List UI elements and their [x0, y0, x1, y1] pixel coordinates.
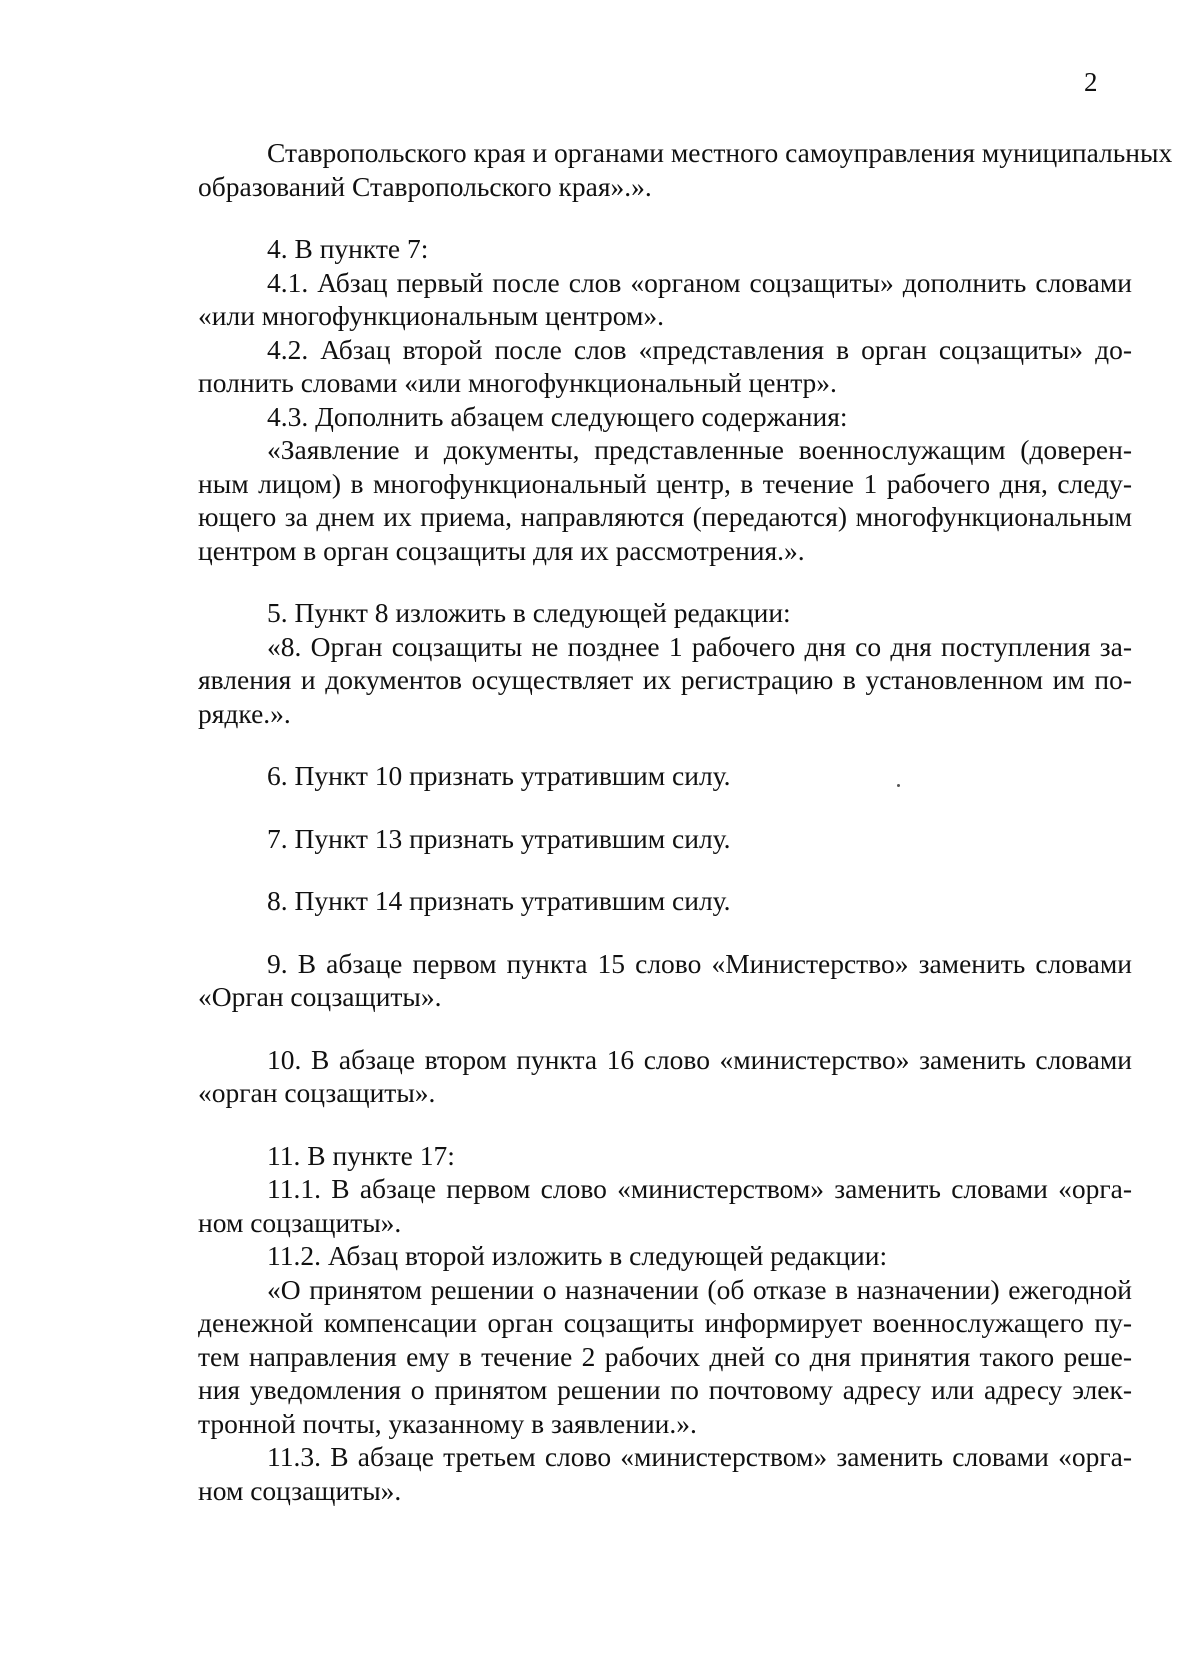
text-line: 11.3. В абзаце третьем слово «министерством» заменить словами «орга- [267, 1441, 1132, 1472]
paragraph [198, 400, 1132, 434]
paragraph [198, 433, 1132, 567]
text-line: 6. Пункт 10 признать утратившим силу. [267, 760, 731, 791]
paragraph-gap [198, 1110, 1132, 1139]
paragraph [198, 822, 1132, 856]
paragraph [198, 1239, 1132, 1273]
text-line: тронной почты, указанному в заявлении.». [198, 1407, 697, 1439]
text-line: «или многофункциональным центром». [198, 300, 665, 331]
paragraph [198, 266, 1132, 333]
text-line: ном соцзащиты». [198, 1206, 402, 1238]
text-line: явления и документов осуществляет их регистрацию в установленном им по- [198, 664, 1132, 695]
text-line: ния уведомления о принятом решении по почтовому адресу или адресу элек- [198, 1374, 1132, 1405]
text-line: 5. Пункт 8 изложить в следующей редакции: [267, 597, 791, 628]
text-line: «Заявление и документы, представленные военнослужащим (доверен- [267, 434, 1132, 465]
text-line: ющего за днем их приема, направляются (передаются) многофункциональным [198, 501, 1132, 532]
text-line: 7. Пункт 13 признать утратившим силу. [267, 822, 731, 854]
text-line: образований Ставропольского края».». [198, 170, 652, 202]
text-line: ном соцзащиты». [198, 1474, 402, 1506]
paragraph [198, 630, 1132, 731]
text-line: 4.1. Абзац первый после слов «органом соцзащиты» дополнить словами [267, 266, 1132, 298]
text-line: 11.2. Абзац второй изложить в следующей редакции: [267, 1240, 888, 1271]
text-line: «8. Орган соцзащиты не позднее 1 рабочего дня со дня поступления за- [267, 630, 1132, 662]
paragraph [198, 759, 1132, 793]
text-line: 11. В пункте 17: [267, 1139, 455, 1171]
paragraph [198, 596, 1132, 630]
text-line: 4.3. Дополнить абзацем следующего содержания: [267, 400, 848, 432]
page-number: 2 [1084, 67, 1098, 97]
text-line: «орган соцзащиты». [198, 1077, 436, 1108]
scan-speck [897, 784, 900, 787]
paragraph-gap [198, 1014, 1132, 1043]
text-line: Ставропольского края и органами местного самоуправления муниципальных [267, 137, 1173, 168]
paragraph [198, 232, 1132, 266]
text-line: рядке.». [198, 697, 291, 729]
text-line: 8. Пункт 14 признать утратившим силу. [267, 885, 731, 916]
text-line: денежной компенсации орган соцзащиты информирует военнослужащего пу- [198, 1307, 1132, 1338]
paragraph-gap [198, 567, 1132, 596]
paragraph-gap [198, 918, 1132, 947]
text-line: «О принятом решении о назначении (об отказе в назначении) ежегодной [267, 1273, 1132, 1305]
paragraph [198, 136, 1173, 203]
paragraph [198, 1139, 1132, 1173]
text-line: 10. В абзаце втором пункта 16 слово «министерство» заменить словами [267, 1043, 1132, 1075]
document-body [198, 136, 1173, 1507]
text-line: центром в орган соцзащиты для их рассмотрения.». [198, 534, 805, 566]
text-line: 4. В пункте 7: [267, 233, 429, 264]
text-line: 4.2. Абзац второй после слов «представления в орган соцзащиты» до- [267, 333, 1132, 365]
paragraph [198, 884, 1132, 918]
text-line: полнить словами «или многофункциональный центр». [198, 367, 837, 398]
paragraph [198, 1172, 1132, 1239]
text-line: тем направления ему в течение 2 рабочих дней со дня принятия такого реше- [198, 1340, 1132, 1372]
paragraph [198, 1043, 1132, 1110]
paragraph-gap [198, 793, 1132, 822]
paragraph [198, 1440, 1132, 1507]
paragraph [198, 947, 1132, 1014]
text-line: «Орган соцзащиты». [198, 981, 442, 1012]
paragraph-gap [198, 730, 1132, 759]
paragraph [198, 333, 1132, 400]
text-line: ным лицом) в многофункциональный центр, в течение 1 рабочего дня, следу- [198, 467, 1132, 499]
paragraph-gap [198, 855, 1132, 884]
text-line: 9. В абзаце первом пункта 15 слово «Министерство» заменить словами [267, 947, 1132, 979]
paragraph [198, 1273, 1132, 1441]
paragraph-gap [198, 203, 1132, 232]
text-line: 11.1. В абзаце первом слово «министерством» заменить словами «орга- [267, 1173, 1132, 1204]
